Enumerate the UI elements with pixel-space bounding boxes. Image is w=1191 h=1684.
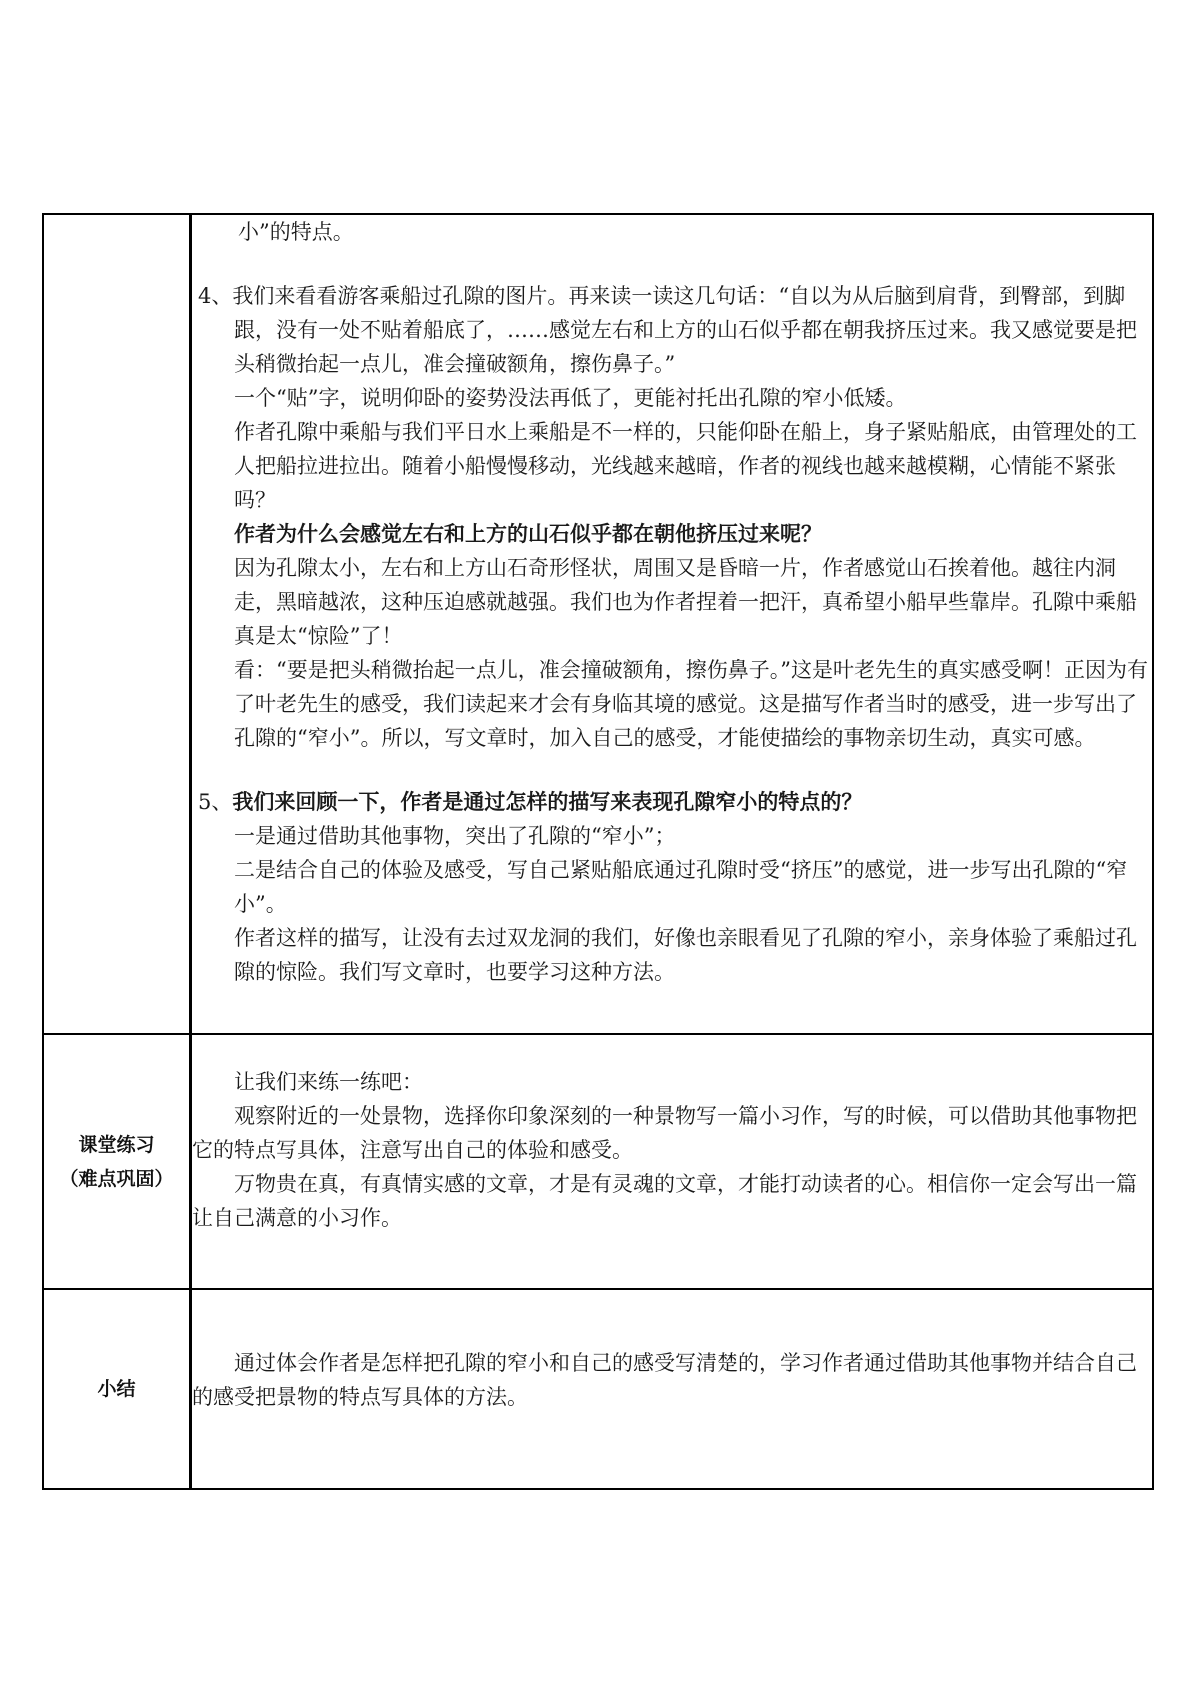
item5-question-text: 我们来回顾一下，作者是通过怎样的描写来表现孔隙窄小的特点的？	[232, 789, 863, 814]
item4-boat-paragraph: 作者孔隙中乘船与我们平日水上乘船是不一样的，只能仰卧在船上，身子紧贴船底，由管理处的工人把船拉进拉出。随着小船慢慢移动，光线越来越暗，作者的视线也越来越模糊，心情能不紧张吗？	[234, 420, 1137, 512]
item5-point1: 一是通过借助其他事物，突出了孔隙的“窄小”；	[234, 824, 676, 848]
item4-tie-paragraph: 一个“贴”字，说明仰卧的姿势没法再低了，更能衬托出孔隙的窄小低矮。	[234, 386, 907, 410]
process-content	[191, 214, 1154, 1034]
summary-label: 小结	[43, 1289, 191, 1489]
summary-text: 通过体会作者是怎样把孔隙的窄小和自己的感受写清楚的，学习作者通过借助其他事物并结合自己的感受把景物的特点写具体的方法。	[192, 1351, 1137, 1409]
practice-content	[191, 1034, 1154, 1289]
item4-answer-paragraph: 因为孔隙太小，左右和上方山石奇形怪状，周围又是昏暗一片，作者感觉山石挨着他。越往内洞走，黑暗越浓，这种压迫感就越强。我们也为作者捏着一把汗，真希望小船早些靠岸。孔隙中乘船真是太“惊险”了！	[234, 556, 1137, 648]
practice-label	[43, 1034, 191, 1289]
item5-question	[192, 785, 1152, 819]
continuation-text: 小”的特点。	[238, 220, 354, 244]
lesson-table	[42, 213, 1154, 1490]
practice-encourage: 万物贵在真，有真情实感的文章，才是有灵魂的文章，才能打动读者的心。相信你一定会写出一篇让自己满意的小习作。	[192, 1172, 1137, 1230]
item5-number: 5、	[198, 790, 233, 814]
item5-conclusion: 作者这样的描写，让没有去过双龙洞的我们，好像也亲眼看见了孔隙的窄小，亲身体验了乘船过孔隙的惊险。我们写文章时，也要学习这种方法。	[234, 926, 1137, 984]
practice-label-line2: （难点巩固）	[59, 1167, 174, 1190]
item4-question: 作者为什么会感觉左右和上方的山石似乎都在朝他挤压过来呢？	[234, 521, 822, 546]
lesson-row-summary	[43, 1289, 1153, 1489]
practice-task: 观察附近的一处景物，选择你印象深刻的一种景物写一篇小习作，写的时候，可以借助其他事物把它的特点写具体，注意写出自己的体验和感受。	[192, 1104, 1137, 1162]
practice-intro: 让我们来练一练吧：	[234, 1070, 423, 1094]
row-label-empty	[43, 214, 191, 1034]
spacer	[192, 755, 1152, 785]
spacer	[192, 249, 1152, 279]
lesson-row-process	[43, 214, 1153, 1034]
practice-label-line1: 课堂练习	[78, 1133, 155, 1156]
lesson-row-practice	[43, 1034, 1153, 1289]
item4-look-paragraph: 看：“要是把头稍微抬起一点儿，准会撞破额角，擦伤鼻子。”这是叶老先生的真实感受啊！正因为有了叶老先生的感受，我们读起来才会有身临其境的感觉。这是描写作者当时的感受，进一步写出了孔隙的“窄小”。所以，写文章时，加入自己的感受，才能使描绘的事物亲切生动，真实可感。	[234, 658, 1148, 750]
item4-intro: 4、我们来看看游客乘船过孔隙的图片。再来读一读这几句话：“自以为从后脑到肩背，到臀部，到脚跟，没有一处不贴着船底了，……感觉左右和上方的山石似乎都在朝我挤压过来。我又感觉要是把头稍微抬起一点儿，准会撞破额角，擦伤鼻子。”	[198, 284, 1137, 376]
summary-content	[191, 1289, 1154, 1489]
item5-point2: 二是结合自己的体验及感受，写自己紧贴船底通过孔隙时受“挤压”的感觉，进一步写出孔隙的“窄小”。	[234, 858, 1128, 916]
